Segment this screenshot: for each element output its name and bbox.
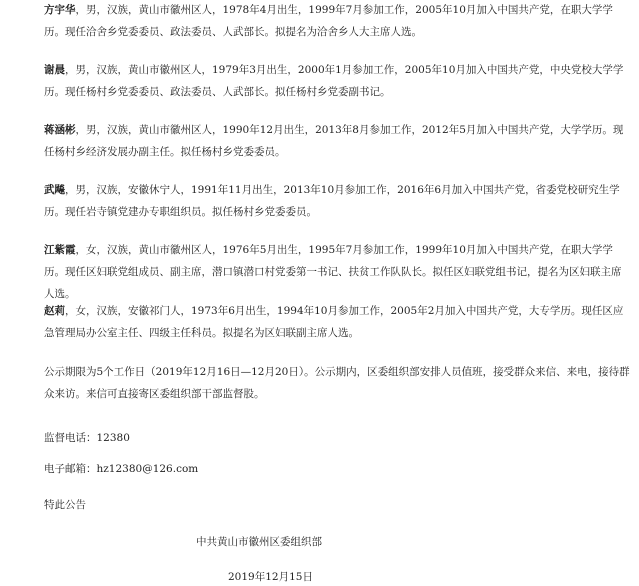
candidate-entry [44, 119, 630, 163]
candidate-name: 武飚 [44, 184, 65, 196]
candidate-details: ，男，汉族，黄山市徽州区人，1979年3月出生，2000年1月参加工作，2005年10月加入中国共产党，中央党校大学学历。现任杨村乡党委委员、政法委员、人武部长。拟任杨村乡党委副书记。 [44, 64, 624, 98]
candidate-entry [44, 0, 630, 43]
candidate-entry [44, 59, 630, 103]
candidate-details: ，女，汉族，黄山市徽州区人，1976年5月出生，1995年7月参加工作，1999年10月加入中国共产党，在职大学学历。现任区妇联党组成员、副主席，潜口镇潜口村党委第一书记、扶贫工作队队长。拟任区妇联党组书记，提名为区妇联主席人选。 [44, 244, 622, 300]
candidate-name: 江紫霞 [44, 244, 76, 256]
candidate-entry [44, 239, 630, 305]
candidate-name: 方宇华 [44, 4, 76, 16]
publicity-notice: 公示期限为5个工作日（2019年12月16日—12月20日）。公示期内，区委组织部安排人员值班，接受群众来信、来电，接待群众来访。来信可直接寄区委组织部干部监督股。 [44, 366, 630, 400]
issue-date: 2019年12月15日 [228, 571, 313, 583]
candidate-entry [44, 300, 630, 344]
candidate-details: ，男，汉族，安徽休宁人，1991年11月出生，2013年10月参加工作，2016年6月加入中国共产党，省委党校研究生学历。现任岩寺镇党建办专职组织员。拟任杨村乡党委委员。 [44, 184, 620, 218]
candidate-details: ，女，汉族，安徽祁门人，1973年6月出生，1994年10月参加工作，2005年2月加入中国共产党，大专学历。现任区应急管理局办公室主任、四级主任科员。拟提名为区妇联副主席人选。 [44, 305, 624, 339]
closing-statement: 特此公告 [44, 499, 86, 511]
candidate-name: 赵莉 [44, 305, 65, 317]
candidate-name: 蒋涵彬 [44, 124, 76, 136]
candidate-entry [44, 179, 630, 223]
candidate-details: ，男，汉族，黄山市徽州区人，1978年4月出生，1999年7月参加工作，2005年10月加入中国共产党，在职大学学历。现任洽舍乡党委委员、政法委员、人武部长。拟提名为洽舍乡人大主席人选。 [44, 4, 613, 38]
issuing-organization: 中共黄山市徽州区委组织部 [196, 536, 322, 548]
supervision-phone: 监督电话：12380 [44, 432, 130, 444]
candidate-name: 谢晨 [44, 64, 65, 76]
candidate-details: ，男，汉族，黄山市徽州区人，1990年12月出生，2013年8月参加工作，2012年5月加入中国共产党，大学学历。现任杨村乡经济发展办副主任。拟任杨村乡党委委员。 [44, 124, 624, 158]
supervision-email: 电子邮箱：hz12380@126.com [44, 463, 199, 475]
